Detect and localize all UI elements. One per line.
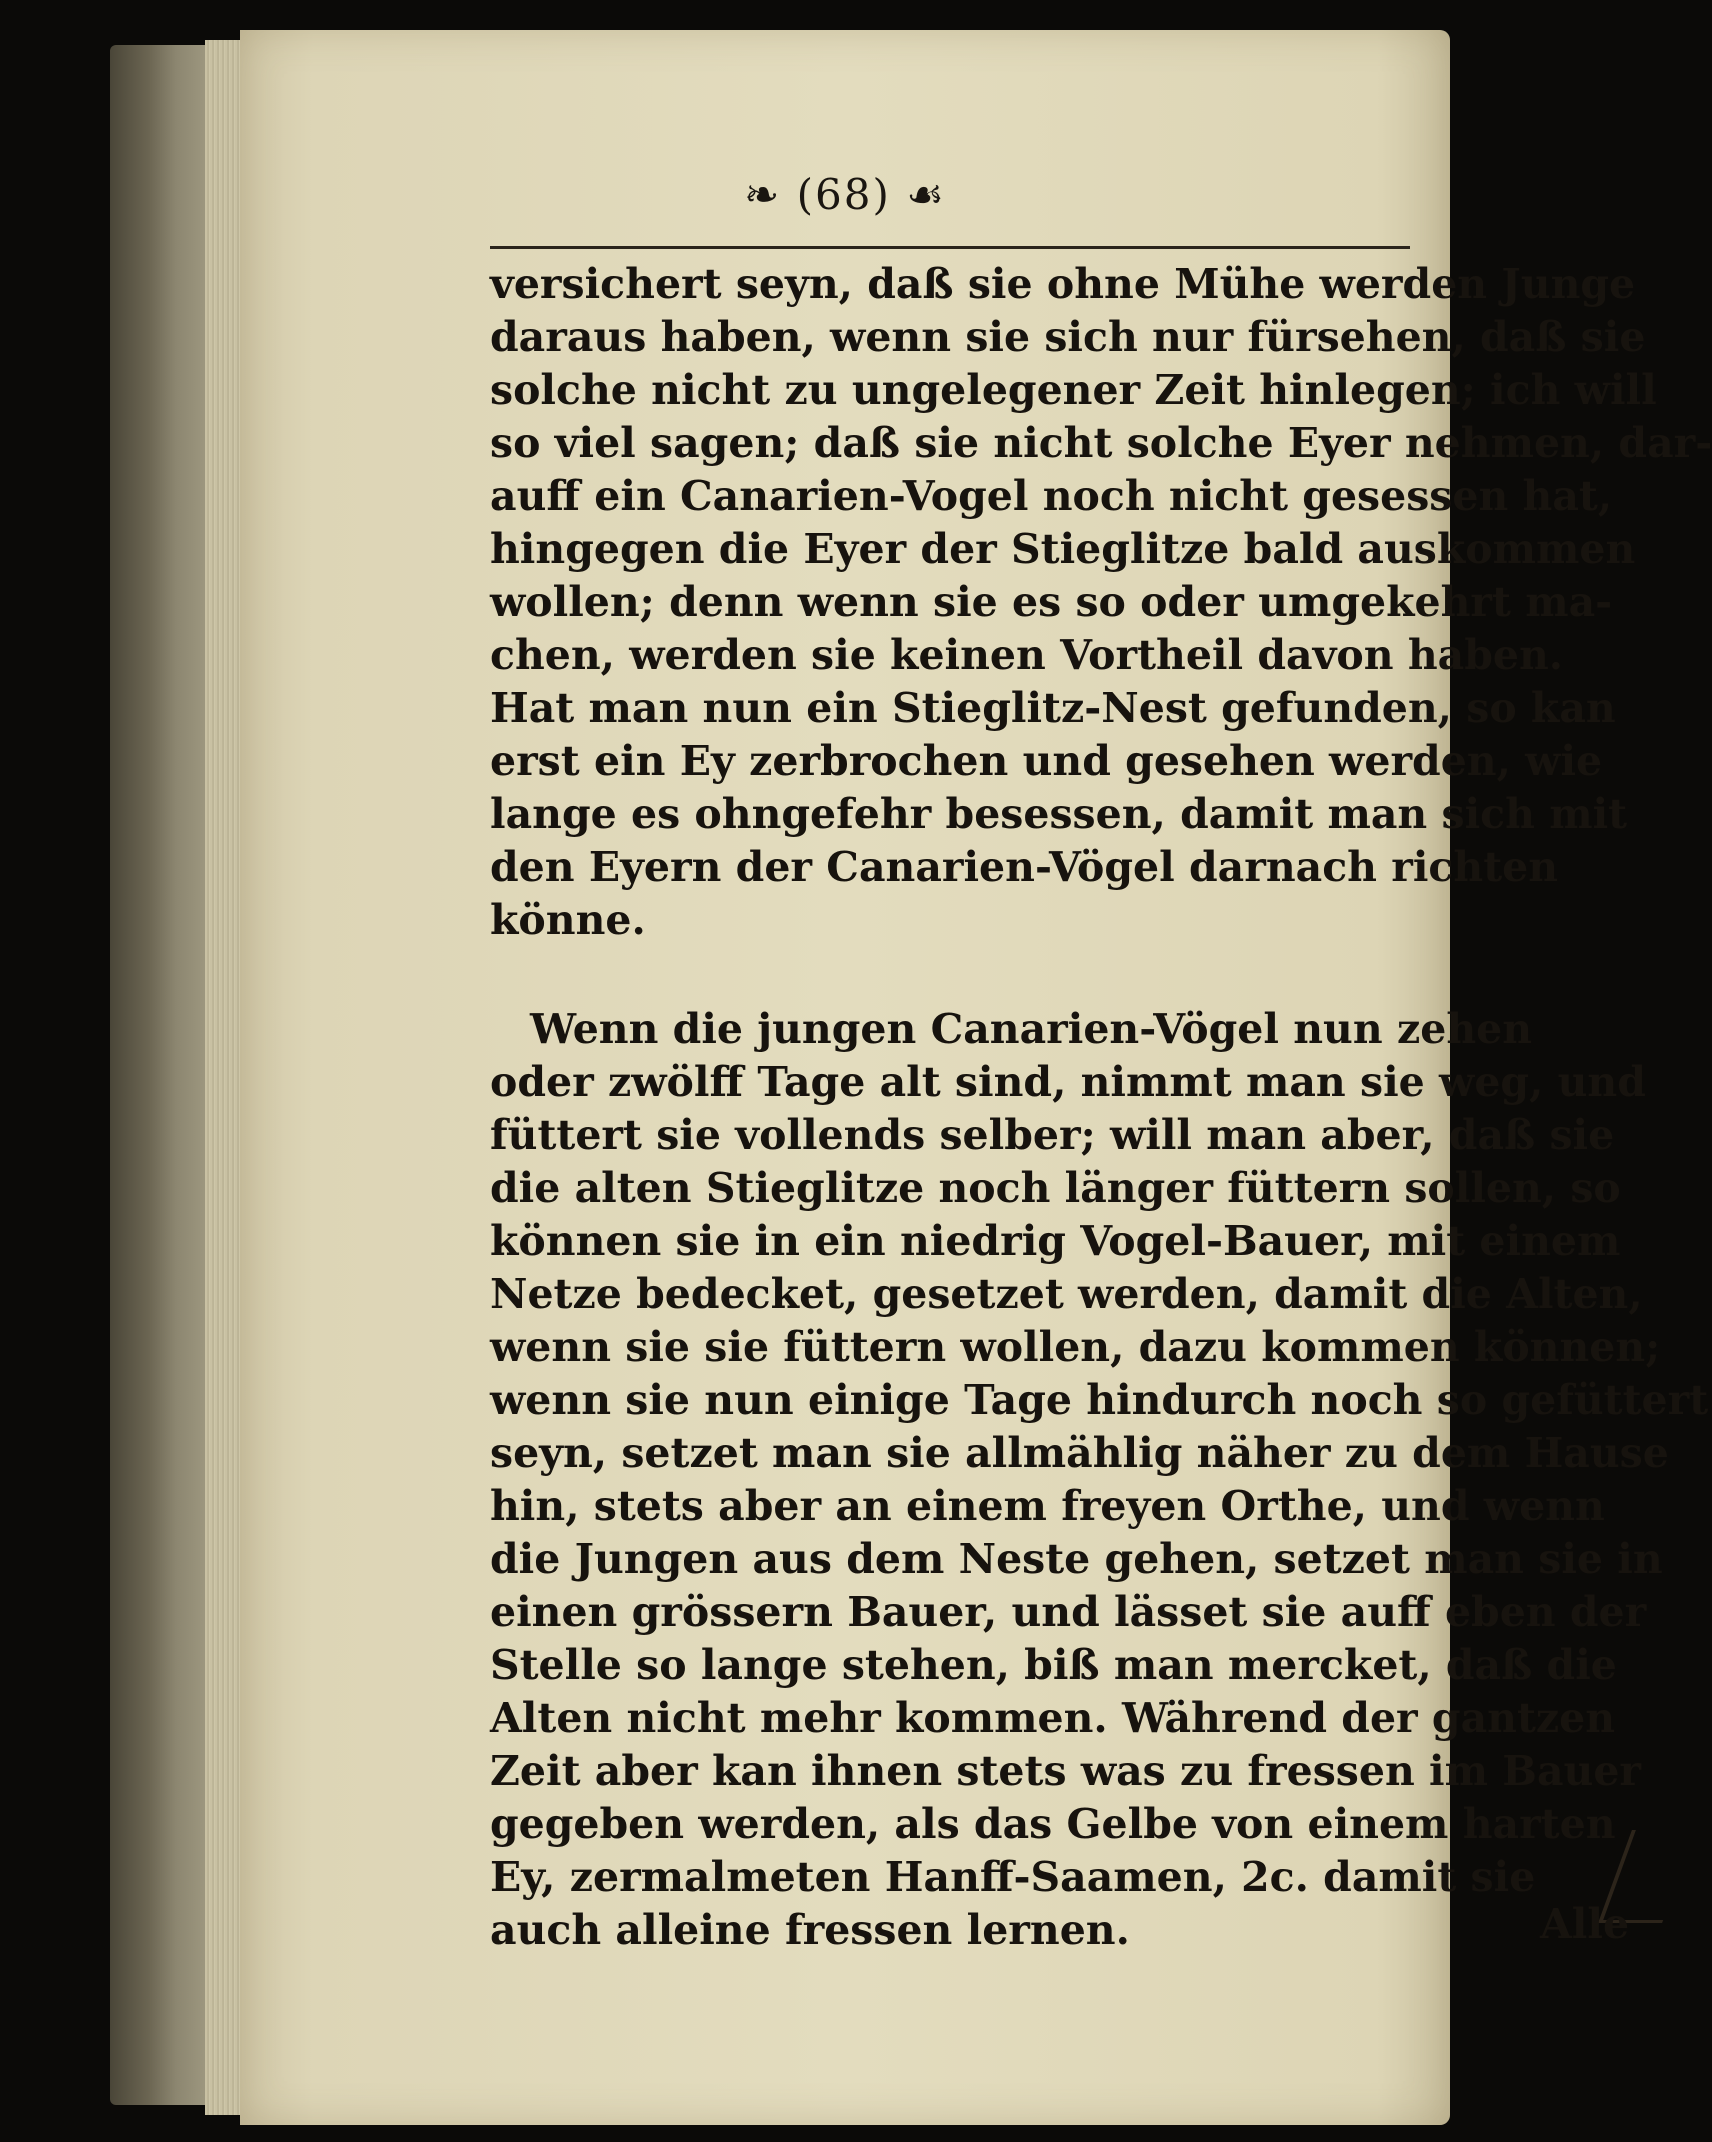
text-line: wenn sie sie füttern wollen, dazu kommen können; (490, 1323, 1661, 1371)
text-line: versichert seyn, daß sie ohne Mühe werden Junge (490, 260, 1636, 308)
text-line: hingegen die Eyer der Stieglitze bald auskommen (490, 525, 1636, 573)
text-line: hin, stets aber an einem freyen Orthe, und wenn (490, 1482, 1605, 1530)
text-line: die Jungen aus dem Neste gehen, setzet man sie in (490, 1535, 1663, 1583)
page-number: (68) (796, 170, 891, 219)
head-ornament-right: ☙ (890, 170, 946, 219)
head-ornament-left: ❧ (744, 170, 797, 219)
catchword: Alle (1540, 1900, 1630, 1948)
text-line: die alten Stieglitze noch länger füttern sollen, so (490, 1164, 1621, 1212)
paragraph-1 (490, 258, 1712, 947)
page-stack-edges (205, 40, 245, 2115)
text-line: den Eyern der Canarien-Vögel darnach richten (490, 843, 1559, 891)
page-number-header (240, 170, 1450, 219)
text-line: erst ein Ey zerbrochen und gesehen werden, wie (490, 737, 1603, 785)
text-line: Ey, zermalmeten Hanff-Saamen, 2c. damit sie (490, 1853, 1536, 1901)
text-line: Netze bedecket, gesetzet werden, damit die Alten, (490, 1270, 1643, 1318)
text-line: Wenn die jungen Canarien-Vögel nun zehen (530, 1005, 1533, 1053)
text-line: lange es ohngefehr besessen, damit man sich mit (490, 790, 1628, 838)
body-text (490, 258, 1712, 1957)
text-line: chen, werden sie keinen Vortheil davon haben. (490, 631, 1564, 679)
text-line: seyn, setzet man sie allmählig näher zu dem Hause (490, 1429, 1669, 1477)
text-line: Zeit aber kan ihnen stets was zu fressen im Bauer (490, 1747, 1642, 1795)
text-line: können sie in ein niedrig Vogel-Bauer, mit einem (490, 1217, 1621, 1265)
text-line: gegeben werden, als das Gelbe von einem harten (490, 1800, 1616, 1848)
text-line: wollen; denn wenn sie es so oder umgekehrt ma- (490, 578, 1613, 626)
text-line: auch alleine fressen lernen. (490, 1906, 1130, 1954)
text-line: Alten nicht mehr kommen. Während der gantzen (490, 1694, 1616, 1742)
paragraph-gap (490, 947, 1410, 1003)
text-line: solche nicht zu ungelegener Zeit hinlegen; ich will (490, 366, 1657, 414)
text-line: einen grössern Bauer, und lässet sie auff eben der (490, 1588, 1647, 1636)
text-line: so viel sagen; daß sie nicht solche Eyer nehmen, dar- (490, 419, 1712, 467)
text-line: auff ein Canarien-Vogel noch nicht gesessen hat, (490, 472, 1613, 520)
text-line: füttert sie vollends selber; will man aber, daß sie (490, 1111, 1615, 1159)
text-line: Hat man nun ein Stieglitz-Nest gefunden, so kan (490, 684, 1616, 732)
book-spine-edge (110, 45, 220, 2105)
text-line: könne. (490, 896, 646, 944)
text-line: daraus haben, wenn sie sich nur fürsehen, daß sie (490, 313, 1646, 361)
text-line: oder zwölff Tage alt sind, nimmt man sie weg, und (490, 1058, 1646, 1106)
text-line: wenn sie nun einige Tage hindurch noch so gefüttert (490, 1376, 1709, 1424)
paragraph-2 (490, 1003, 1709, 1957)
text-line: Stelle so lange stehen, biß man mercket, daß die (490, 1641, 1617, 1689)
header-rule (490, 246, 1410, 249)
page-sheet (240, 30, 1712, 2125)
